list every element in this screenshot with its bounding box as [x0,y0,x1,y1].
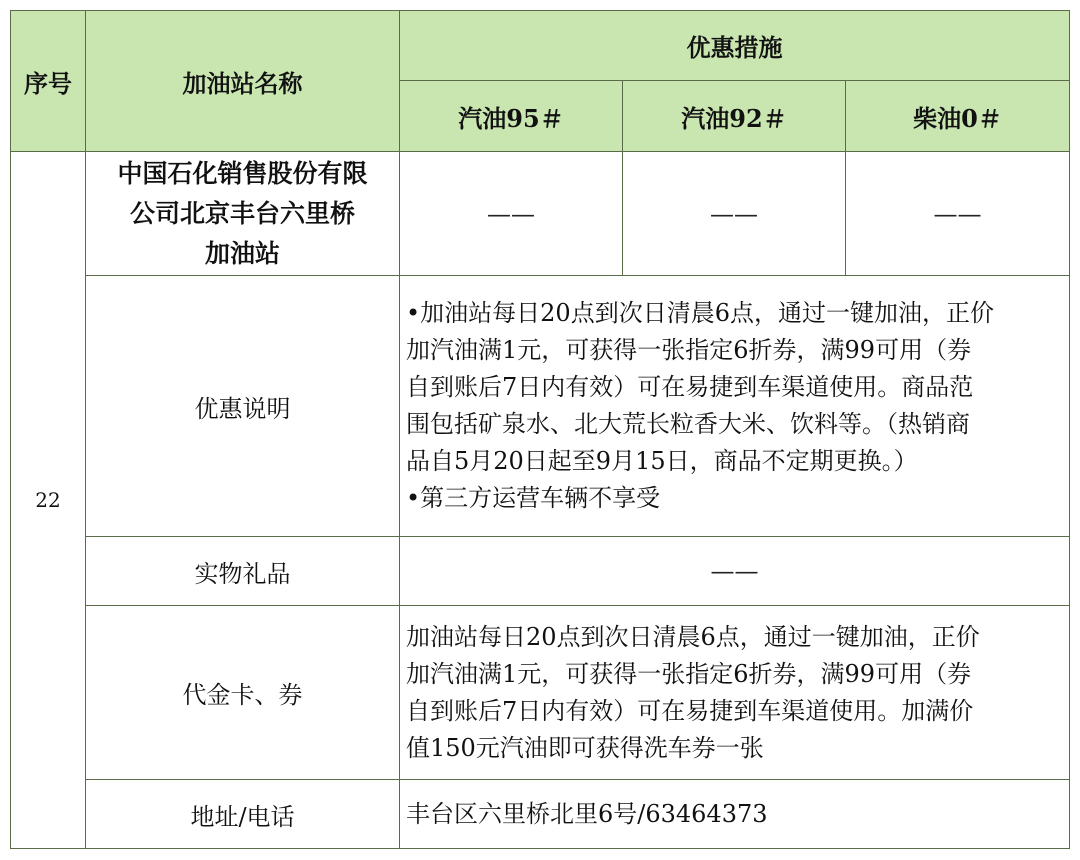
gift-label: 实物礼品 [86,537,400,606]
diesel0-value: —— [846,152,1070,276]
voucher-line: 加油站每日20点到次日清晨6点，通过一键加油，正价 [406,622,980,651]
station-name-line: 加油站 [204,238,280,268]
gas92-value: —— [623,152,846,276]
desc-line: 品自5月20日起至9月15日，商品不定期更换。） [406,447,918,475]
station-name-line: 中国石化销售股份有限 [117,158,368,188]
desc-text [400,276,1070,537]
desc-line: •加油站每日20点到次日清晨6点，通过一键加油，正价 [406,299,994,327]
voucher-line: 自到账后7日内有效）可在易捷到车渠道使用。加满价 [406,696,974,725]
header-station-name: 加油站名称 [86,11,400,152]
header-gas95: 汽油95＃ [400,81,623,152]
voucher-label: 代金卡、券 [86,606,400,780]
row-seq: 22 [11,152,86,849]
station-name [86,152,400,276]
address-value: 丰台区六里桥北里6号/63464373 [400,780,1070,849]
station-name-line: 公司北京丰台六里桥 [129,198,355,228]
voucher-text [400,606,1070,780]
discount-table [10,10,1070,849]
gift-value: —— [400,537,1070,606]
header-discount: 优惠措施 [400,11,1070,81]
voucher-line: 值150元汽油即可获得洗车券一张 [406,733,764,762]
voucher-line: 加汽油满1元，可获得一张指定6折券，满99可用（券 [406,659,972,688]
gas95-value: —— [400,152,623,276]
discount-table-container [10,10,1069,848]
address-label: 地址/电话 [86,780,400,849]
header-seq: 序号 [11,11,86,152]
desc-line: 围包括矿泉水、北大荒长粒香大米、饮料等。（热销商 [406,410,970,438]
header-diesel0: 柴油0＃ [846,81,1070,152]
desc-label: 优惠说明 [86,276,400,537]
desc-line: •第三方运营车辆不享受 [406,484,661,512]
header-gas92: 汽油92＃ [623,81,846,152]
desc-line: 加汽油满1元，可获得一张指定6折券，满99可用（券 [406,336,972,364]
desc-line: 自到账后7日内有效）可在易捷到车渠道使用。商品范 [406,373,974,401]
